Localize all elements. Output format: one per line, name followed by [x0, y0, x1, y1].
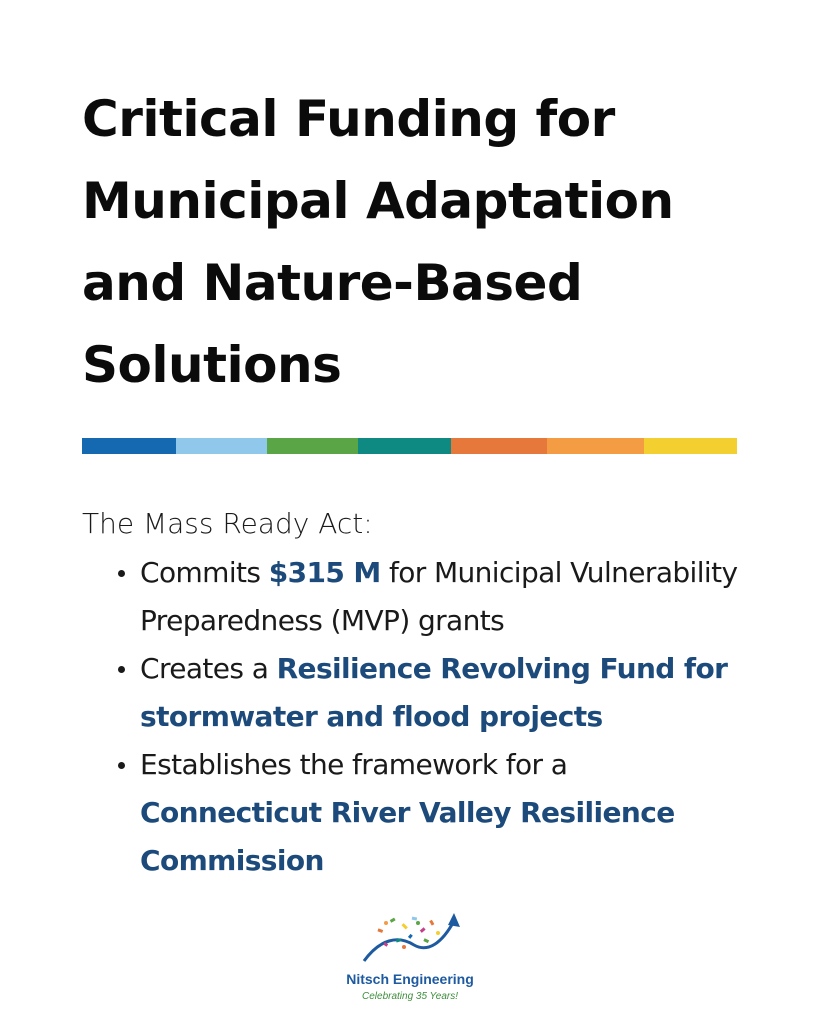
list-item: [82, 741, 742, 885]
confetti-arrow-logo-icon: [358, 909, 462, 973]
stripe-segment: [267, 438, 358, 454]
title-line: Solutions: [82, 336, 342, 394]
title-line: Municipal Adaptation: [82, 172, 674, 230]
bullet-icon: [118, 666, 125, 673]
page-title: [82, 78, 762, 406]
stripe-segment: [451, 438, 547, 454]
bullet-icon: [118, 762, 125, 769]
bullet-emphasis: Connecticut River Valley Resilience Commission: [140, 796, 675, 877]
color-stripe-divider: [82, 438, 737, 454]
bullet-list: [82, 549, 742, 885]
stripe-segment: [644, 438, 737, 454]
list-item: [82, 645, 742, 741]
stripe-segment: [82, 438, 176, 454]
stripe-segment: [547, 438, 644, 454]
bullet-emphasis: Resilience Revolving Fund for stormwater and flood projects: [140, 652, 728, 733]
list-item: [82, 549, 742, 645]
stripe-segment: [358, 438, 451, 454]
bullet-text-post: for Municipal Vulnerability Preparedness (MVP) grants: [140, 556, 738, 637]
title-line: and Nature-Based: [82, 254, 583, 312]
bullet-emphasis: $315 M: [268, 556, 381, 589]
title-line: Critical Funding for: [82, 90, 615, 148]
bullet-icon: [118, 570, 125, 577]
logo-brand-name: Nitsch Engineering: [346, 971, 474, 987]
bullet-text-pre: Commits: [140, 556, 269, 589]
stripe-segment: [176, 438, 267, 454]
logo-tagline: Celebrating 35 Years!: [362, 991, 458, 1002]
bullet-text-pre: Creates a: [140, 652, 277, 685]
bullet-text-pre: Establishes the framework for a: [140, 748, 568, 781]
intro-text: The Mass Ready Act:: [82, 507, 373, 540]
company-logo: [340, 905, 480, 1015]
